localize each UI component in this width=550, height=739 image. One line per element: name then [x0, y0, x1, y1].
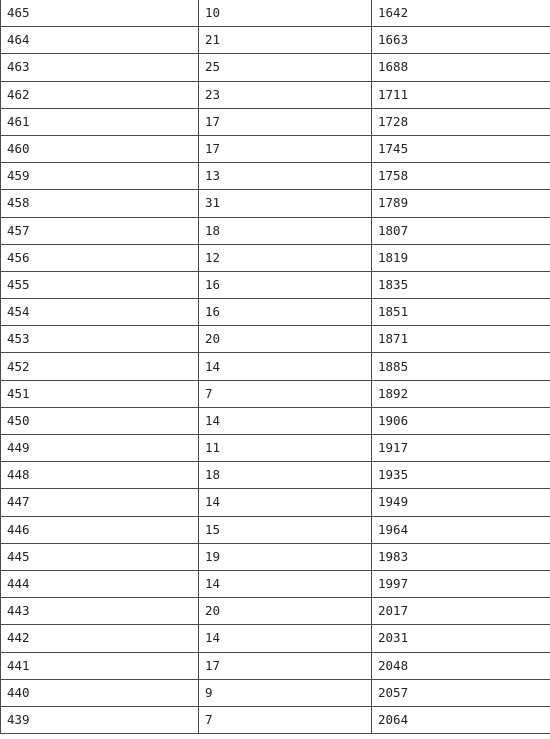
cumulative-cell: 1885: [372, 353, 550, 380]
score-cell: 450: [1, 407, 199, 434]
cumulative-cell: 1758: [372, 163, 550, 190]
count-cell: 17: [199, 652, 372, 679]
table-row: [1, 326, 550, 353]
cumulative-cell: 1819: [372, 244, 550, 271]
cumulative-cell: 1789: [372, 190, 550, 217]
count-cell: 17: [199, 135, 372, 162]
score-cell: 444: [1, 570, 199, 597]
count-cell: 20: [199, 598, 372, 625]
table-row: [1, 163, 550, 190]
cumulative-cell: 2017: [372, 598, 550, 625]
table-row: [1, 108, 550, 135]
count-cell: 12: [199, 244, 372, 271]
table-row: [1, 135, 550, 162]
table-row: [1, 706, 550, 733]
score-cell: 455: [1, 271, 199, 298]
count-cell: 9: [199, 679, 372, 706]
score-cell: 453: [1, 326, 199, 353]
score-cell: 451: [1, 380, 199, 407]
cumulative-cell: 1728: [372, 108, 550, 135]
count-cell: 23: [199, 81, 372, 108]
cumulative-cell: 1642: [372, 0, 550, 27]
cumulative-cell: 1997: [372, 570, 550, 597]
table-row: [1, 543, 550, 570]
score-cell: 459: [1, 163, 199, 190]
cumulative-cell: 1851: [372, 299, 550, 326]
table-row: [1, 489, 550, 516]
score-cell: 462: [1, 81, 199, 108]
score-cell: 465: [1, 0, 199, 27]
count-cell: 14: [199, 570, 372, 597]
cumulative-cell: 1917: [372, 435, 550, 462]
score-cell: 464: [1, 27, 199, 54]
table-row: [1, 190, 550, 217]
score-cell: 463: [1, 54, 199, 81]
count-cell: 11: [199, 435, 372, 462]
score-cell: 439: [1, 706, 199, 733]
count-cell: 16: [199, 271, 372, 298]
count-cell: 7: [199, 380, 372, 407]
table-row: [1, 27, 550, 54]
table-row: [1, 244, 550, 271]
count-cell: 17: [199, 108, 372, 135]
count-cell: 18: [199, 462, 372, 489]
count-cell: 7: [199, 706, 372, 733]
table-row: [1, 435, 550, 462]
score-table-body: [1, 0, 550, 734]
count-cell: 10: [199, 0, 372, 27]
cumulative-cell: 1688: [372, 54, 550, 81]
score-cell: 461: [1, 108, 199, 135]
score-cell: 448: [1, 462, 199, 489]
table-row: [1, 407, 550, 434]
table-row: [1, 598, 550, 625]
score-cell: 441: [1, 652, 199, 679]
cumulative-cell: 2031: [372, 625, 550, 652]
count-cell: 14: [199, 489, 372, 516]
cumulative-cell: 1835: [372, 271, 550, 298]
cumulative-cell: 2048: [372, 652, 550, 679]
table-row: [1, 570, 550, 597]
count-cell: 14: [199, 625, 372, 652]
table-row: [1, 299, 550, 326]
cumulative-cell: 1964: [372, 516, 550, 543]
table-row: [1, 462, 550, 489]
count-cell: 14: [199, 353, 372, 380]
cumulative-cell: 1663: [372, 27, 550, 54]
score-cell: 449: [1, 435, 199, 462]
table-row: [1, 271, 550, 298]
count-cell: 19: [199, 543, 372, 570]
cumulative-cell: 1935: [372, 462, 550, 489]
cumulative-cell: 1906: [372, 407, 550, 434]
cumulative-cell: 1983: [372, 543, 550, 570]
table-row: [1, 380, 550, 407]
table-row: [1, 217, 550, 244]
count-cell: 20: [199, 326, 372, 353]
table-row: [1, 625, 550, 652]
table-row: [1, 679, 550, 706]
score-cell: 445: [1, 543, 199, 570]
count-cell: 18: [199, 217, 372, 244]
cumulative-cell: 1949: [372, 489, 550, 516]
count-cell: 15: [199, 516, 372, 543]
score-cell: 447: [1, 489, 199, 516]
score-cell: 442: [1, 625, 199, 652]
count-cell: 25: [199, 54, 372, 81]
table-row: [1, 516, 550, 543]
score-cell: 457: [1, 217, 199, 244]
cumulative-cell: 2057: [372, 679, 550, 706]
score-cell: 443: [1, 598, 199, 625]
cumulative-cell: 1871: [372, 326, 550, 353]
table-row: [1, 81, 550, 108]
count-cell: 16: [199, 299, 372, 326]
table-row: [1, 353, 550, 380]
score-cell: 440: [1, 679, 199, 706]
table-row: [1, 0, 550, 27]
cumulative-cell: 2064: [372, 706, 550, 733]
score-cell: 458: [1, 190, 199, 217]
cumulative-cell: 1711: [372, 81, 550, 108]
score-cell: 460: [1, 135, 199, 162]
count-cell: 13: [199, 163, 372, 190]
table-row: [1, 652, 550, 679]
table-row: [1, 54, 550, 81]
score-cell: 456: [1, 244, 199, 271]
score-cell: 454: [1, 299, 199, 326]
cumulative-cell: 1892: [372, 380, 550, 407]
count-cell: 14: [199, 407, 372, 434]
cumulative-cell: 1745: [372, 135, 550, 162]
score-cell: 452: [1, 353, 199, 380]
count-cell: 21: [199, 27, 372, 54]
count-cell: 31: [199, 190, 372, 217]
cumulative-cell: 1807: [372, 217, 550, 244]
score-cell: 446: [1, 516, 199, 543]
